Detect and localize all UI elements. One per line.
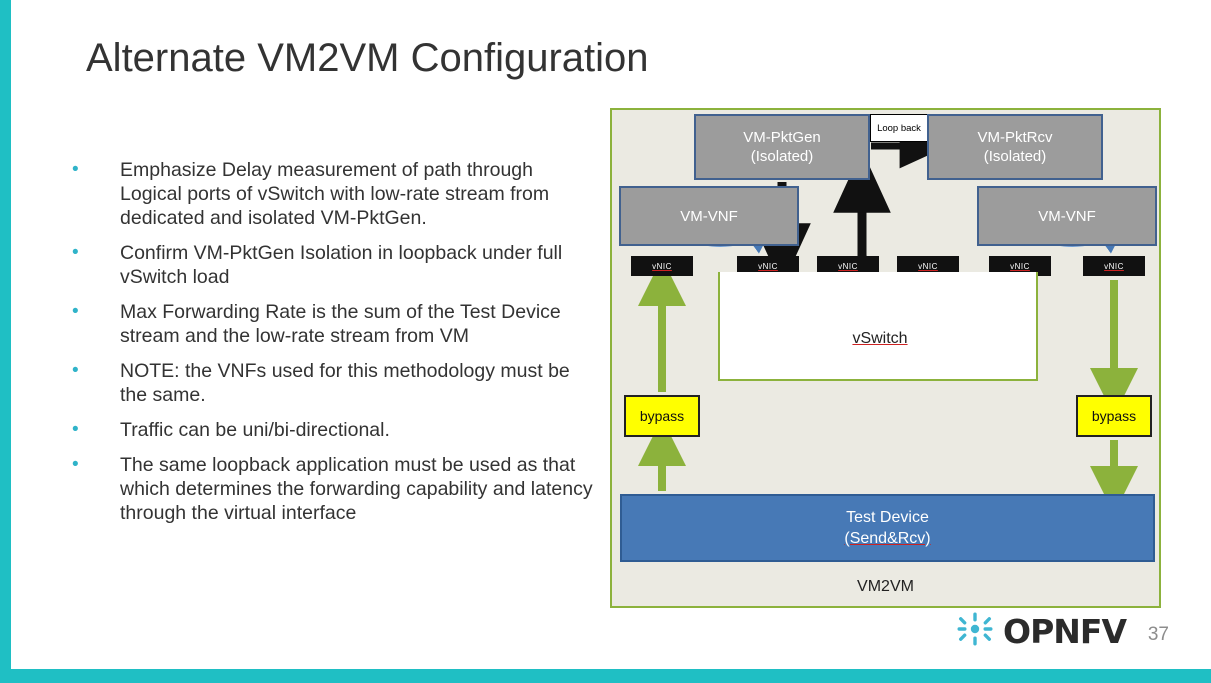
list-item-text: Emphasize Delay measurement of path through Logical ports of vSwitch with low-rate stream from dedicated and isolated VM-PktGen. [120,159,550,229]
list-item [68,158,593,230]
left-accent-bar [0,0,11,683]
vnic-port-6-label: vNIC [1104,261,1124,271]
vnic-port-5-label: vNIC [1010,261,1030,271]
bullet-dot: • [72,242,79,263]
opnfv-mark-icon [955,612,995,651]
vswitch-label: vSwitch [852,330,908,347]
vm-pktgen-line2: (Isolated) [750,148,814,165]
list-item-text: Confirm VM-PktGen Isolation in loopback under full vSwitch load [120,242,563,288]
vm-vnf-right-box [977,186,1157,246]
loopback-label: Loop back [870,114,928,142]
opnfv-wordmark: OPNFV [1003,612,1126,651]
bypass-right: bypass [1076,395,1152,437]
vm-vnf-left-label: VM-VNF [680,207,738,225]
vswitch-box [718,272,1038,381]
bullet-dot: • [72,419,79,440]
test-device-box [620,494,1155,562]
list-item [68,359,593,407]
opnfv-logo [955,612,1126,651]
list-item-text: Traffic can be uni/bi-directional. [120,419,390,441]
list-item [68,418,593,442]
vm-pktgen-box [694,114,870,180]
vm-vnf-left-box [619,186,799,246]
bottom-accent-bar [0,669,1211,683]
vnic-port-6 [1083,256,1145,276]
vm-pktrcv-line1: VM-PktRcv [977,129,1053,146]
bullet-dot: • [72,360,79,381]
vnic-port-3-label: vNIC [838,261,858,271]
vswitch-label-wrap [720,330,1040,348]
top-margin [0,0,1211,8]
bypass-left: bypass [624,395,700,437]
test-device-line2: (Send&Rcv) [844,530,931,547]
vnic-port-4-label: vNIC [918,261,938,271]
bullet-dot: • [72,159,79,180]
list-item [68,241,593,289]
page-number: 37 [1147,624,1169,645]
bullet-dot: • [72,454,79,475]
vm-pktrcv-box [927,114,1103,180]
vnic-port-2-label: vNIC [758,261,778,271]
list-item-text: The same loopback application must be used as that which determines the forwarding capability and latency through the virtual interface [120,454,593,524]
vm2vm-diagram [610,108,1161,608]
vm-pktrcv-line2: (Isolated) [983,148,1047,165]
bullet-dot: • [72,301,79,322]
page-title: Alternate VM2VM Configuration [86,36,649,80]
diagram-frame-label: VM2VM [857,578,914,595]
list-item-text: NOTE: the VNFs used for this methodology must be the same. [120,360,570,406]
vnic-port-1 [631,256,693,276]
test-device-line1: Test Device [846,509,929,526]
vm-pktgen-line1: VM-PktGen [743,129,821,146]
list-item [68,453,593,525]
vnic-port-1-label: vNIC [652,261,672,271]
bullet-list [68,158,593,536]
list-item [68,300,593,348]
vm-vnf-right-label: VM-VNF [1038,207,1096,225]
list-item-text: Max Forwarding Rate is the sum of the Test Device stream and the low-rate stream from VM [120,301,561,347]
